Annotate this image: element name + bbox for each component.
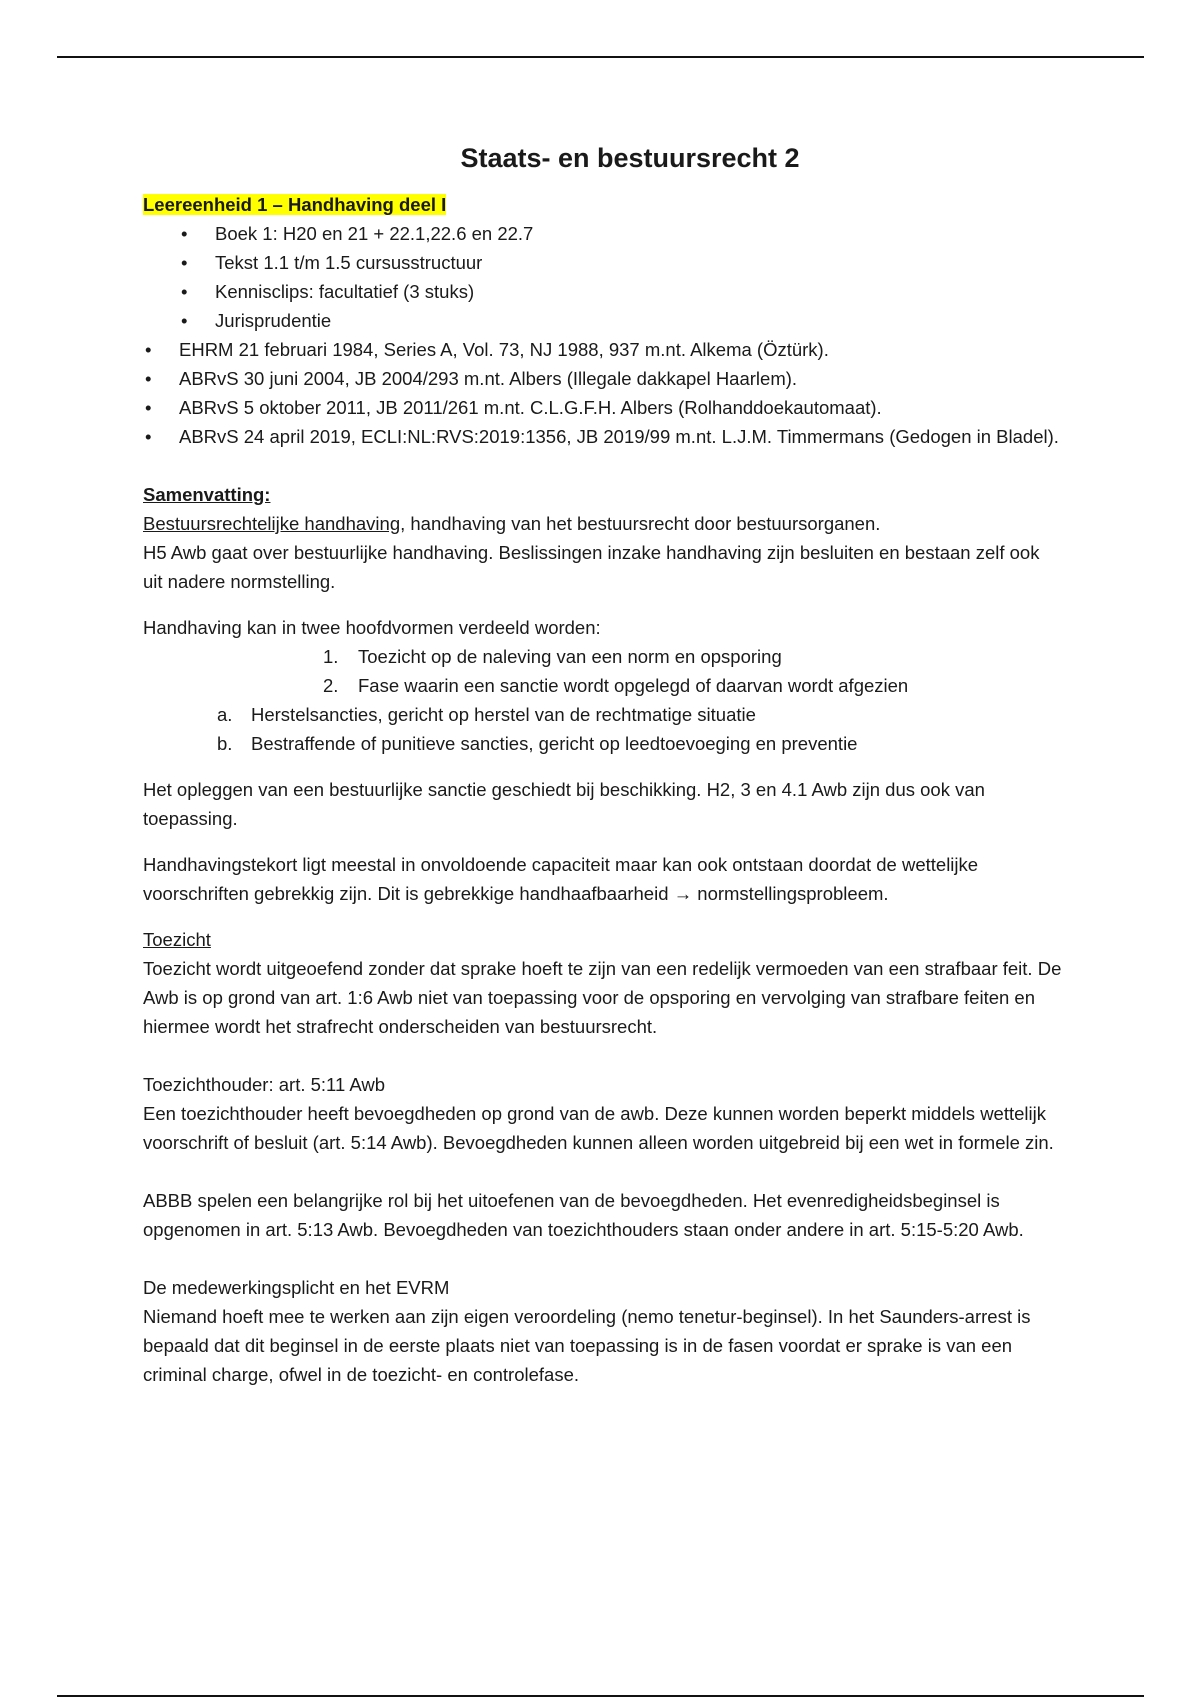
- list-item: • ABRvS 5 oktober 2011, JB 2011/261 m.nt. C.L.G.F.H. Albers (Rolhanddoekautomaat).: [143, 393, 1063, 422]
- list-item: 1. Toezicht op de naleving van een norm en opsporing: [323, 646, 782, 667]
- summary-definition: , handhaving van het bestuursrecht door bestuursorganen.: [400, 513, 881, 534]
- paragraph-tekort: Handhavingstekort ligt meestal in onvoldoende capaciteit maar kan ook ontstaan doordat de wettelijke voorschriften gebrekkig zijn. Dit is gebrekkige handhaafbaarheid → normstellingsprobleem.: [143, 854, 979, 904]
- list-item: • EHRM 21 februari 1984, Series A, Vol. 73, NJ 1988, 937 m.nt. Alkema (Öztürk).: [143, 335, 1063, 364]
- sub-list: [143, 219, 1063, 335]
- summary-heading: Samenvatting:: [143, 484, 271, 505]
- list-item: • Boek 1: H20 en 21 + 22.1,22.6 en 22.7: [143, 219, 1063, 248]
- paragraph-abbb: ABBB spelen een belangrijke rol bij het uitoefenen van de bevoegdheden. Het evenredigheidsbeginsel is opgenomen in art. 5:13 Awb. Bevoegdheden van toezichthouders staan onder andere in art. 5:15-5:20 Awb.: [143, 1190, 1024, 1240]
- paragraph-h5: H5 Awb gaat over bestuurlijke handhaving. Beslissingen inzake handhaving zijn besluiten en bestaan zelf ook uit nadere normstelling.: [143, 542, 1040, 592]
- toezicht-heading: Toezicht: [143, 929, 211, 950]
- top-rule: [57, 56, 1144, 58]
- list-item: • Jurisprudentie: [143, 306, 1063, 335]
- list-item: • Kennisclips: facultatief (3 stuks): [143, 277, 1063, 306]
- bottom-rule: [57, 1695, 1144, 1697]
- numbered-list: [143, 642, 1063, 700]
- toezichthouder-heading: Toezichthouder: art. 5:11 Awb: [143, 1074, 386, 1095]
- summary-paragraph: [143, 509, 1063, 538]
- list-item: • Tekst 1.1 t/m 1.5 cursusstructuur: [143, 248, 1063, 277]
- page-title: Staats- en bestuursrecht 2: [460, 143, 800, 173]
- list-item: • ABRvS 30 juni 2004, JB 2004/293 m.nt. Albers (Illegale dakkapel Haarlem).: [143, 364, 1063, 393]
- document-page: [143, 140, 1063, 1389]
- lettered-list: [143, 700, 1063, 758]
- paragraph-toezichthouder: Een toezichthouder heeft bevoegdheden op grond van de awb. Deze kunnen worden beperkt middels wettelijk voorschrift of besluit (art. 5:14 Awb). Bevoegdheden kunnen alleen worden uitgebreid bij een wet in formele zin.: [143, 1103, 1054, 1153]
- evrm-heading: De medewerkingsplicht en het EVRM: [143, 1277, 450, 1298]
- case-list: [143, 335, 1063, 451]
- list-item: 2. Fase waarin een sanctie wordt opgelegd of daarvan wordt afgezien: [323, 675, 909, 696]
- paragraph-forms: Handhaving kan in twee hoofdvormen verdeeld worden:: [143, 617, 601, 638]
- unit-heading: [143, 190, 1063, 219]
- paragraph-toezicht: Toezicht wordt uitgeoefend zonder dat sprake hoeft te zijn van een redelijk vermoeden van een strafbaar feit. De Awb is op grond van art. 1:6 Awb niet van toepassing voor de opsporing en vervolging van strafbare feiten en hiermee wordt het strafrecht onderscheiden van bestuursrecht.: [143, 958, 1062, 1037]
- summary-term: Bestuursrechtelijke handhaving: [143, 513, 401, 534]
- list-item: • ABRvS 24 april 2019, ECLI:NL:RVS:2019:1356, JB 2019/99 m.nt. L.J.M. Timmermans (Gedogen in Bladel).: [143, 422, 1063, 451]
- list-item: b. Bestraffende of punitieve sancties, gericht op leedtoevoeging en preventie: [217, 733, 858, 754]
- unit-heading-text: Leereenheid 1 – Handhaving deel I: [143, 194, 447, 215]
- paragraph-sanction: Het opleggen van een bestuurlijke sanctie geschiedt bij beschikking. H2, 3 en 4.1 Awb zijn dus ook van toepassing.: [143, 779, 985, 829]
- list-item: a. Herstelsancties, gericht op herstel van de rechtmatige situatie: [217, 704, 756, 725]
- paragraph-evrm: Niemand hoeft mee te werken aan zijn eigen veroordeling (nemo tenetur-beginsel). In het Saunders-arrest is bepaald dat dit beginsel in de eerste plaats niet van toepassing is in de fasen voordat er sprake is van een criminal charge, ofwel in de toezicht- en controlefase.: [143, 1306, 1031, 1385]
